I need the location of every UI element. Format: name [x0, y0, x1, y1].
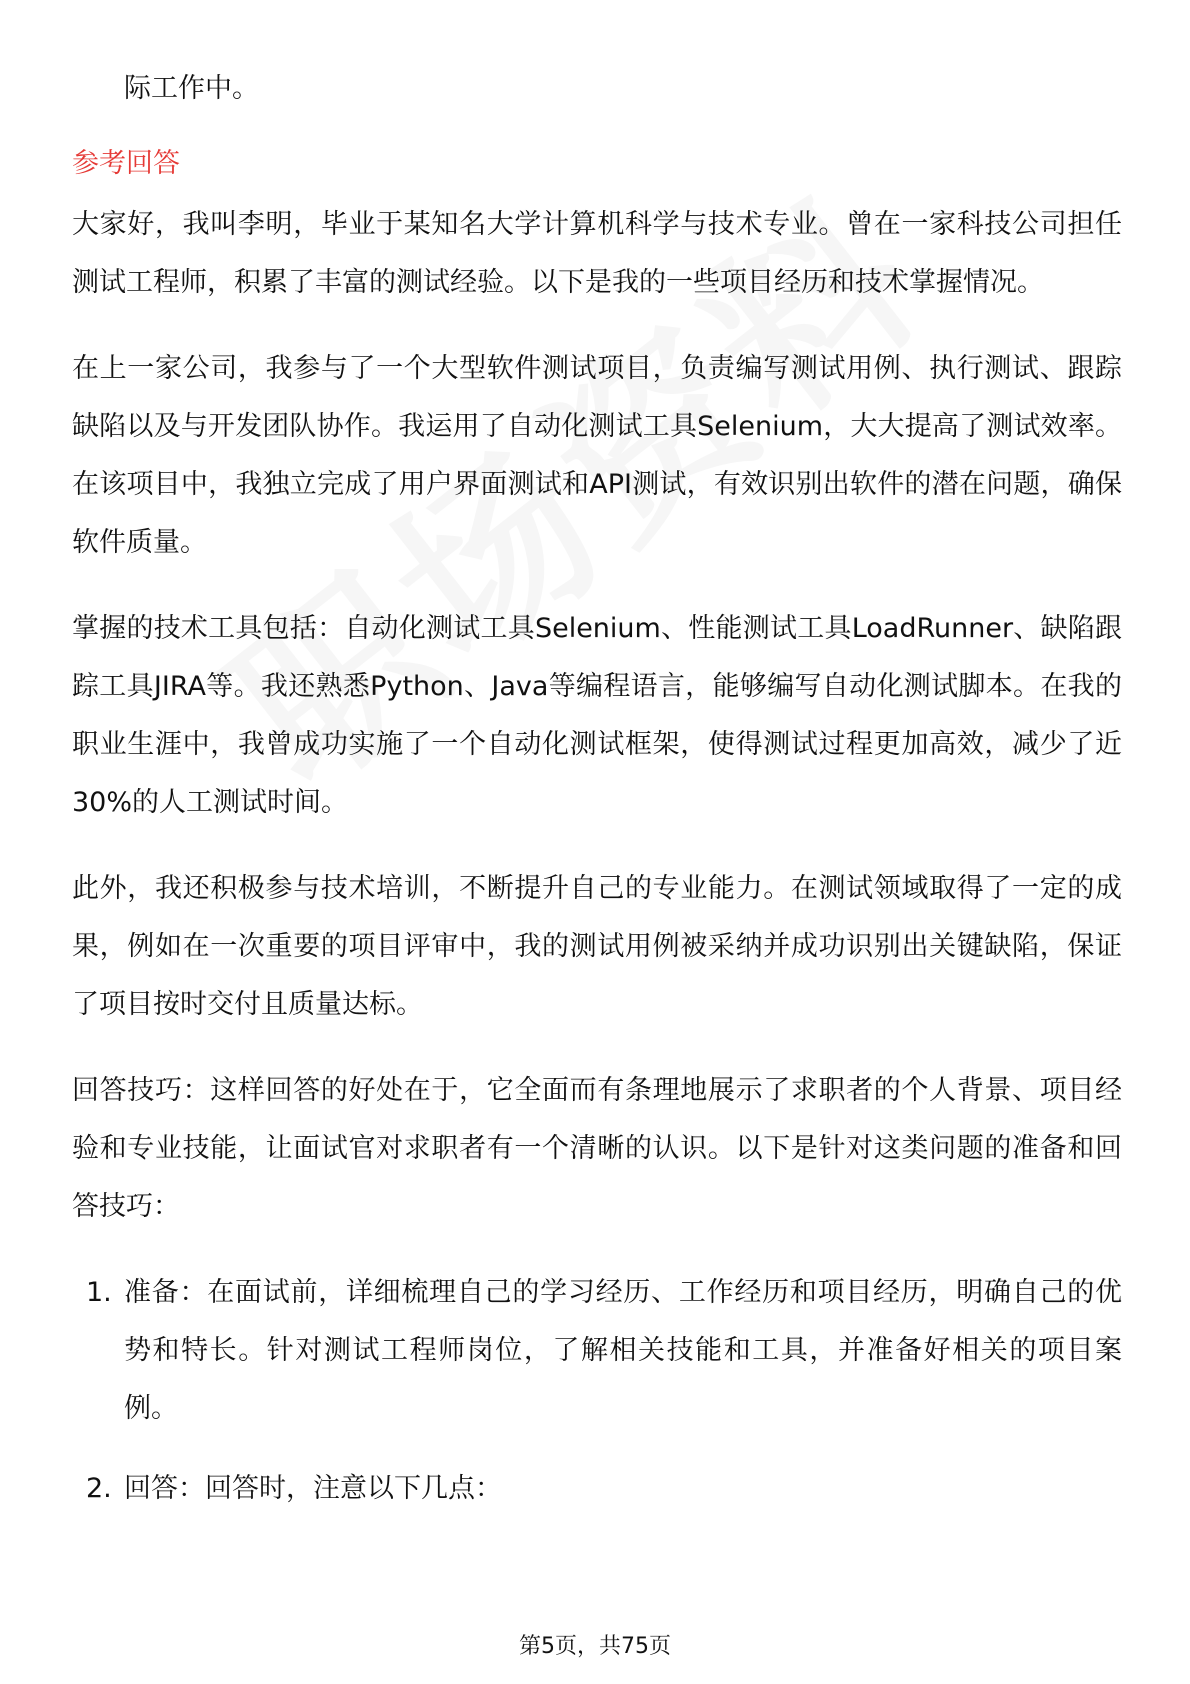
continuation-line: 际工作中。: [124, 73, 259, 104]
paragraph-project: 在上一家公司，我参与了一个大型软件测试项目，负责编写测试用例、执行测试、跟踪缺陷以及与开发团队协作。我运用了自动化测试工具Selenium，大大提高了测试效率。在该项目中，我独立完成了用户界面测试和API测试，有效识别出软件的潜在问题，确保软件质量。: [72, 353, 1122, 558]
list-item-text: 准备：在面试前，详细梳理自己的学习经历、工作经历和项目经历，明确自己的优势和特长。针对测试工程师岗位，了解相关技能和工具，并准备好相关的项目案例。: [124, 1277, 1122, 1424]
list-item-text: 回答：回答时，注意以下几点：: [124, 1473, 502, 1504]
document-body: [72, 60, 1122, 1540]
paragraph-tips: 回答技巧：这样回答的好处在于，它全面而有条理地展示了求职者的个人背景、项目经验和专业技能，让面试官对求职者有一个清晰的认识。以下是针对这类问题的准备和回答技巧：: [72, 1075, 1122, 1222]
list-item: [72, 1264, 1122, 1438]
paragraph-intro: 大家好，我叫李明，毕业于某知名大学计算机科学与技术专业。曾在一家科技公司担任测试工程师，积累了丰富的测试经验。以下是我的一些项目经历和技术掌握情况。: [72, 209, 1122, 298]
paragraph-skills: 掌握的技术工具包括：自动化测试工具Selenium、性能测试工具LoadRunner、缺陷跟踪工具JIRA等。我还熟悉Python、Java等编程语言，能够编写自动化测试脚本。在我的职业生涯中，我曾成功实施了一个自动化测试框架，使得测试过程更加高效，减少了近30%的人工测试时间。: [72, 613, 1122, 818]
list-item-number: 1.: [86, 1277, 112, 1308]
page-footer: 第5页，共75页: [519, 1634, 671, 1659]
section-heading: 参考回答: [72, 148, 180, 179]
list-item-number: 2.: [86, 1473, 112, 1504]
tips-list: [72, 1264, 1122, 1518]
list-item: [72, 1460, 1122, 1518]
paragraph-achievements: 此外，我还积极参与技术培训，不断提升自己的专业能力。在测试领域取得了一定的成果，例如在一次重要的项目评审中，我的测试用例被采纳并成功识别出关键缺陷，保证了项目按时交付且质量达标。: [72, 873, 1122, 1020]
